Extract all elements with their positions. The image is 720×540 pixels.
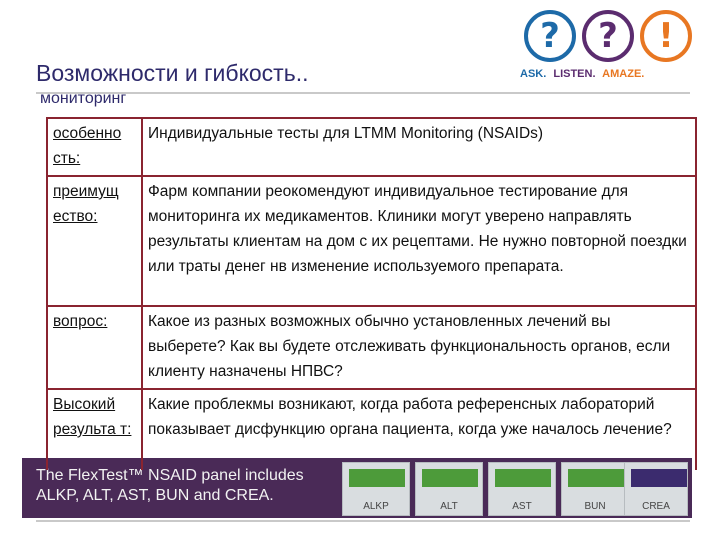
box-label: AST bbox=[512, 501, 532, 512]
logo-word-listen: LISTEN. bbox=[553, 68, 596, 80]
row-text: Фарм компании реокомендуют индивидуальное тестирование для мониторинга их медикаментов. Клиники могут уверено направлять результаты клиентам на дом с их рецептами. Не нужно повторной поездки или траты денег нв изменение используемого препарата. bbox=[142, 176, 696, 306]
info-table bbox=[46, 117, 697, 470]
row-text: Какие проблекмы возникают, когда работа референсных лабораторий показывает дисфункцию органа пациента, когда уже началось лечение? bbox=[142, 389, 696, 470]
ask-listen-amaze-logo bbox=[520, 10, 700, 88]
row-label: преимущ ество: bbox=[47, 176, 142, 306]
title-divider bbox=[36, 92, 690, 94]
logo-word-ask: ASK. bbox=[520, 68, 547, 80]
table-row bbox=[47, 176, 696, 306]
row-label: Высокий результа т: bbox=[47, 389, 142, 470]
box-label: ALKP bbox=[363, 501, 389, 512]
box-label: BUN bbox=[584, 501, 606, 512]
exclamation-mark-icon: ! bbox=[640, 10, 692, 62]
box-label: CREA bbox=[642, 501, 670, 512]
box-cap bbox=[568, 469, 624, 487]
box-cap bbox=[495, 469, 551, 487]
question-mark-icon: ? bbox=[524, 10, 576, 62]
question-mark-icon: ? bbox=[582, 10, 634, 62]
test-box-alt bbox=[415, 462, 483, 516]
logo-word-amaze: AMAZE. bbox=[602, 68, 645, 80]
row-text: Индивидуальные тесты для LTMM Monitoring (NSAIDs) bbox=[142, 118, 696, 176]
row-text: Какое из разных возможных обычно установленных лечений вы выберете? Как вы будете отслеживать функциональность органов, если клиенту назначены НПВС? bbox=[142, 306, 696, 389]
row-label: особенно сть: bbox=[47, 118, 142, 176]
bottom-divider bbox=[36, 520, 690, 522]
box-cap bbox=[422, 469, 478, 487]
test-box-alkp bbox=[342, 462, 410, 516]
box-cap bbox=[631, 469, 687, 487]
test-box-ast bbox=[488, 462, 556, 516]
table-row bbox=[47, 118, 696, 176]
row-label: вопрос: bbox=[47, 306, 142, 389]
slide-subtitle: мониторинг bbox=[40, 90, 127, 107]
table-row bbox=[47, 389, 696, 470]
box-cap bbox=[349, 469, 405, 487]
banner-text: The FlexTest™ NSAID panel includes ALKP, ALT, AST, BUN and CREA. bbox=[36, 467, 304, 504]
test-box-crea bbox=[624, 462, 688, 516]
slide-title: Возможности и гибкость.. bbox=[36, 60, 309, 86]
box-label: ALT bbox=[440, 501, 458, 512]
logo-tagline bbox=[520, 68, 700, 80]
table-row bbox=[47, 306, 696, 389]
test-box-bun bbox=[561, 462, 629, 516]
